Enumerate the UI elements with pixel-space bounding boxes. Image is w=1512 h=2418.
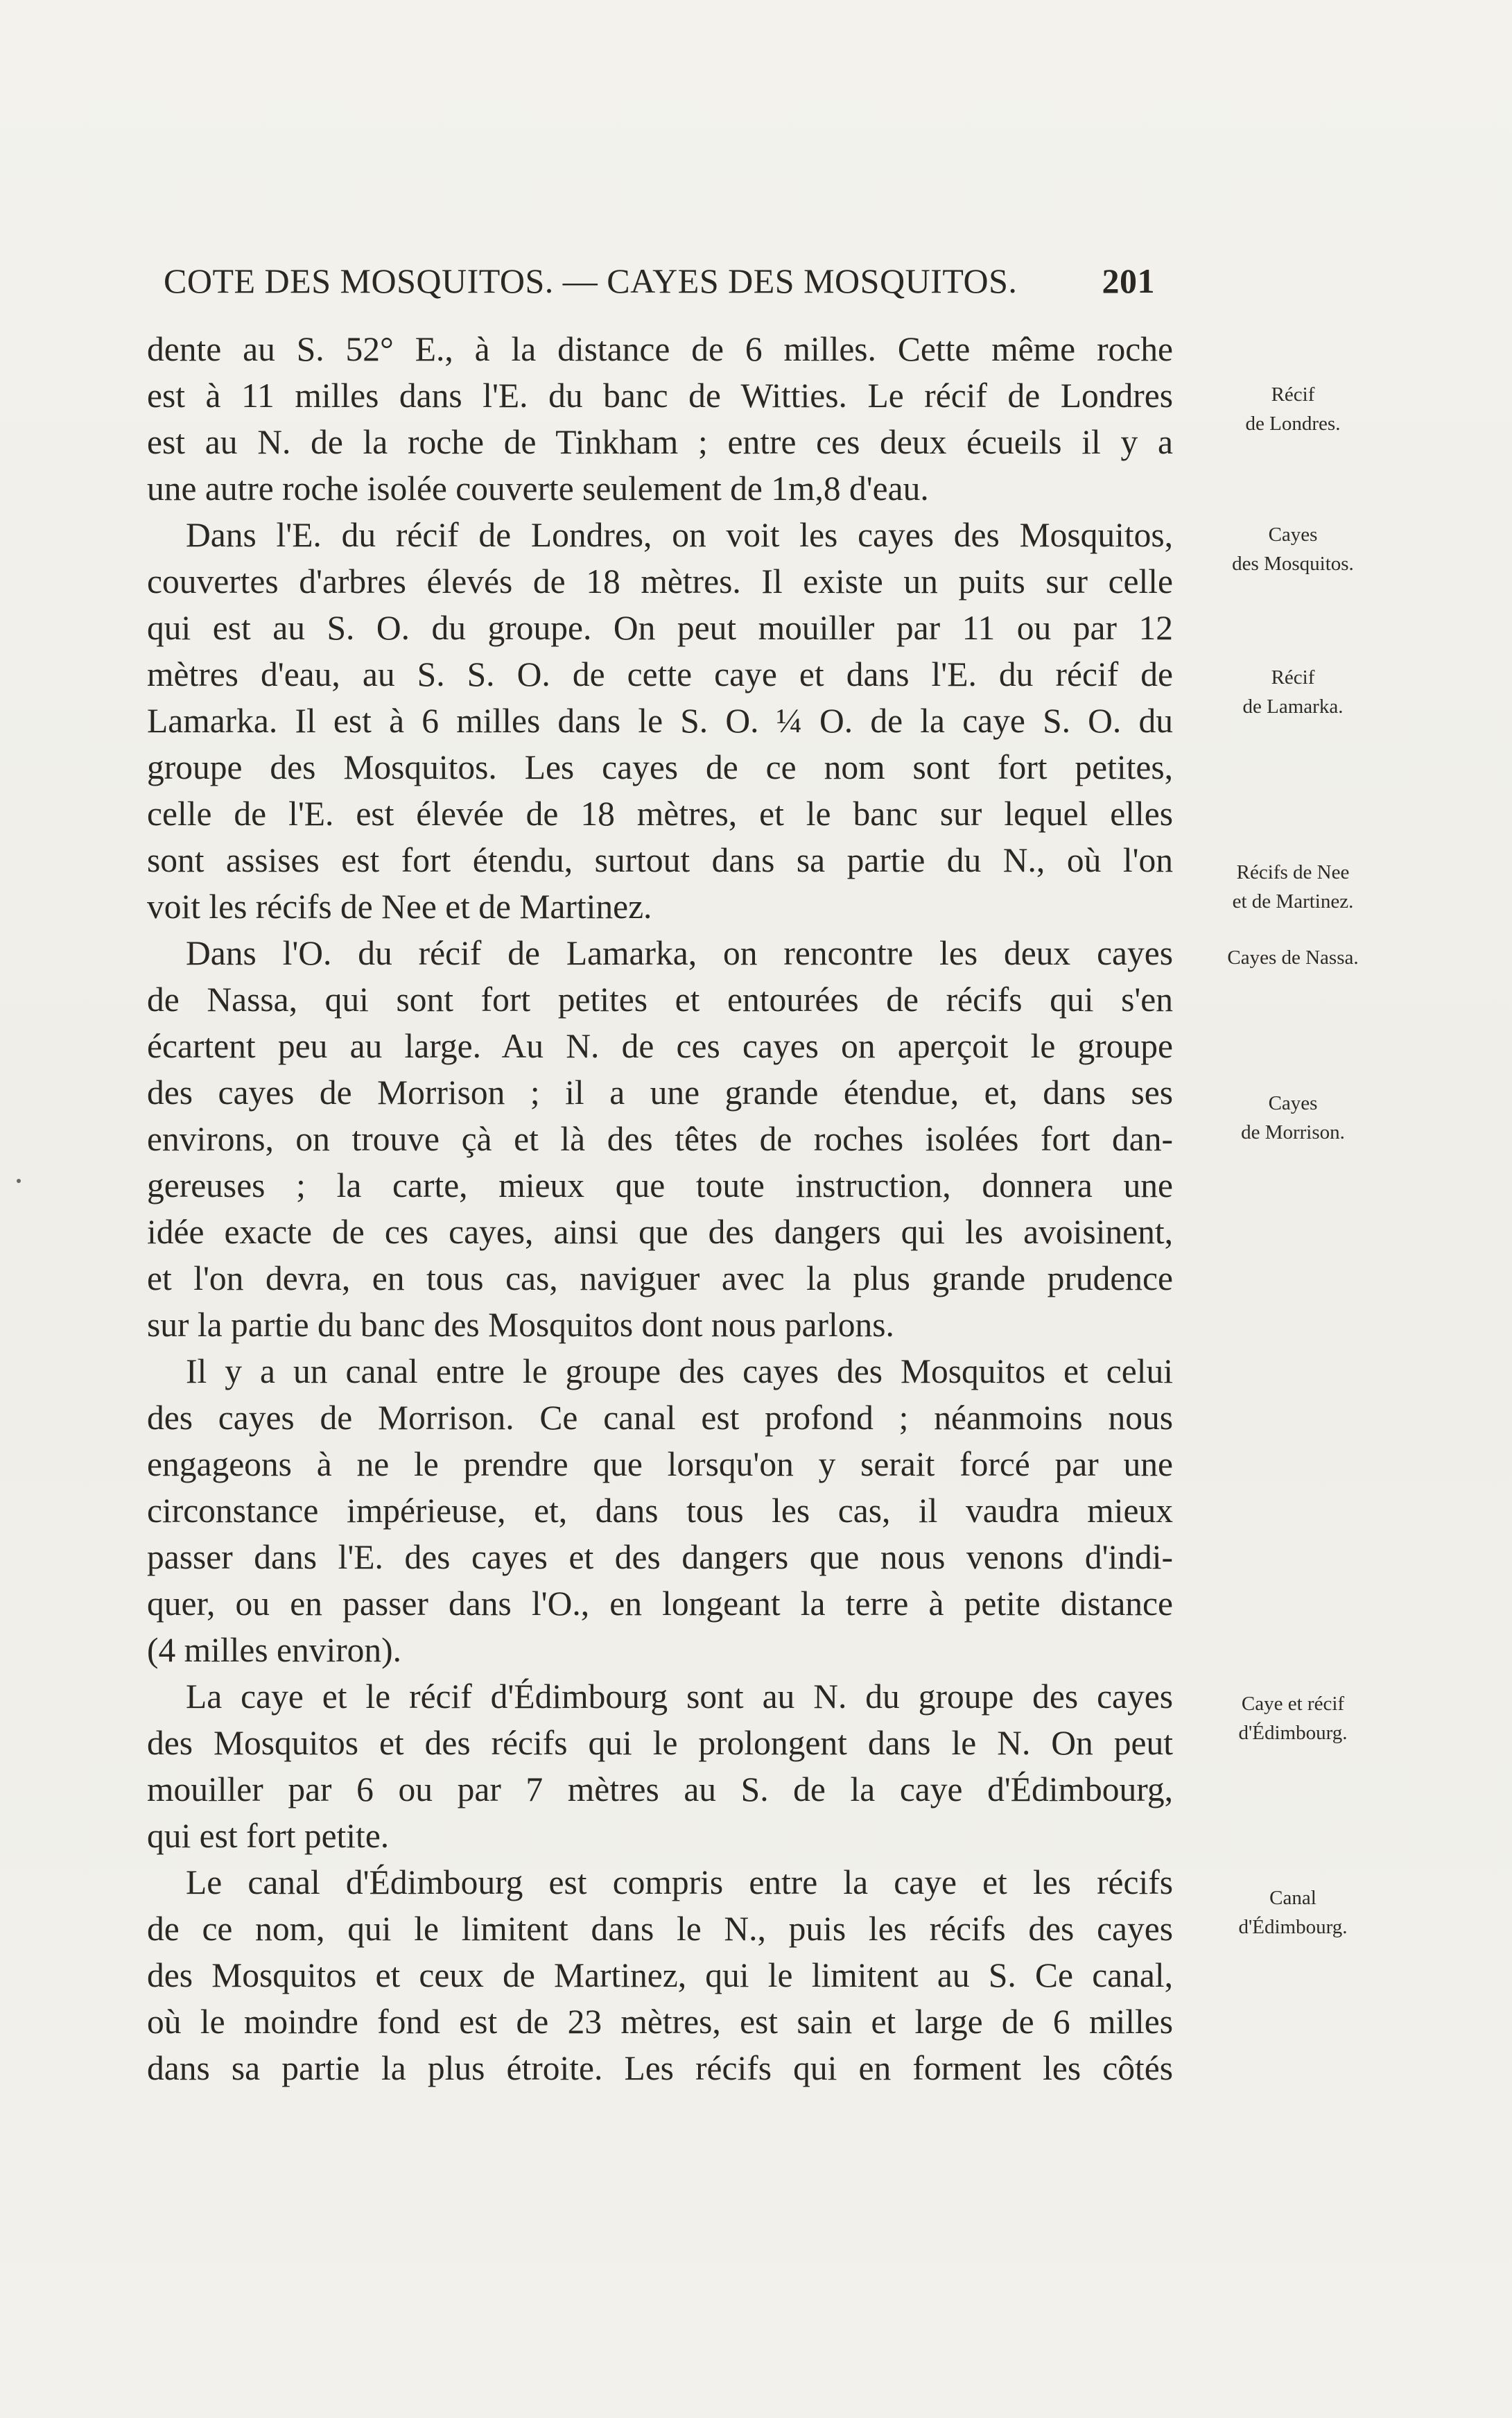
text-line: de ce nom, qui le limitent dans le N., puis les récifs des cayes bbox=[147, 1910, 1173, 1948]
text-line: sont assises est fort étendu, surtout dans sa partie du N., où l'on bbox=[147, 841, 1173, 879]
margin-note-line: Récifs de Nee bbox=[1236, 861, 1350, 883]
margin-note-line: Cayes de Nassa. bbox=[1227, 947, 1359, 969]
text-line: qui est au S. O. du groupe. On peut mouiller par 11 ou par 12 bbox=[147, 609, 1173, 647]
margin-note-line: Canal bbox=[1269, 1887, 1317, 1909]
margin-note-line: de Morrison. bbox=[1241, 1121, 1345, 1143]
text-line: environs, on trouve çà et là des têtes de roches isolées fort dan- bbox=[147, 1120, 1173, 1158]
margin-note bbox=[1192, 663, 1393, 721]
text-line: idée exacte de ces cayes, ainsi que des dangers qui les avoisinent, bbox=[147, 1213, 1173, 1251]
text-line: dente au S. 52° E., à la distance de 6 milles. Cette même roche bbox=[147, 330, 1173, 368]
margin-note-line: Cayes bbox=[1268, 524, 1318, 546]
text-line: gereuses ; la carte, mieux que toute instruction, donnera une bbox=[147, 1166, 1173, 1204]
text-line: La caye et le récif d'Édimbourg sont au N. du groupe des cayes bbox=[186, 1677, 1173, 1716]
text-line: Le canal d'Édimbourg est compris entre la caye et les récifs bbox=[186, 1863, 1173, 1901]
body-text bbox=[147, 326, 1173, 2091]
text-line: celle de l'E. est élevée de 18 mètres, et le banc sur lequel elles bbox=[147, 795, 1173, 833]
running-head-title: COTE DES MOSQUITOS. — CAYES DES MOSQUITOS. bbox=[164, 261, 1018, 300]
margin-note bbox=[1192, 1883, 1393, 1942]
running-head bbox=[164, 261, 1155, 309]
text-line: est au N. de la roche de Tinkham ; entre ces deux écueils il y a bbox=[147, 423, 1173, 461]
text-line: quer, ou en passer dans l'O., en longeant la terre à petite distance bbox=[147, 1584, 1173, 1623]
page-number: 201 bbox=[1102, 261, 1155, 300]
text-line: des cayes de Morrison. Ce canal est profond ; néanmoins nous bbox=[147, 1399, 1173, 1437]
text-line: qui est fort petite. bbox=[147, 1817, 390, 1855]
paper-speck bbox=[17, 1179, 21, 1183]
text-line: écartent peu au large. Au N. de ces cayes on aperçoit le groupe bbox=[147, 1027, 1173, 1065]
text-line: où le moindre fond est de 23 mètres, est sain et large de 6 milles bbox=[147, 2003, 1173, 2041]
text-line: circonstance impérieuse, et, dans tous les cas, il vaudra mieux bbox=[147, 1492, 1173, 1530]
margin-note-line: de Londres. bbox=[1245, 413, 1341, 435]
margin-note bbox=[1192, 380, 1393, 438]
text-line: voit les récifs de Nee et de Martinez. bbox=[147, 888, 652, 926]
text-line: mouiller par 6 ou par 7 mètres au S. de la caye d'Édimbourg, bbox=[147, 1770, 1173, 1808]
text-line: est à 11 milles dans l'E. du banc de Witties. Le récif de Londres bbox=[147, 377, 1173, 415]
text-line: groupe des Mosquitos. Les cayes de ce nom sont fort petites, bbox=[147, 748, 1173, 786]
margin-note bbox=[1192, 943, 1393, 972]
text-line: passer dans l'E. des cayes et des dangers que nous venons d'indi- bbox=[147, 1538, 1173, 1576]
text-line: des cayes de Morrison ; il a une grande étendue, et, dans ses bbox=[147, 1073, 1173, 1112]
margin-note-line: des Mosquitos. bbox=[1232, 553, 1354, 575]
text-line: des Mosquitos et des récifs qui le prolongent dans le N. On peut bbox=[147, 1724, 1173, 1762]
text-line: et l'on devra, en tous cas, naviguer avec la plus grande prudence bbox=[147, 1259, 1173, 1297]
text-line: engageons à ne le prendre que lorsqu'on y serait forcé par une bbox=[147, 1445, 1173, 1483]
margin-note-line: et de Martinez. bbox=[1232, 890, 1354, 913]
margin-note-line: de Lamarka. bbox=[1242, 696, 1344, 718]
text-line: de Nassa, qui sont fort petites et entourées de récifs qui s'en bbox=[147, 981, 1173, 1019]
margin-note bbox=[1192, 1089, 1393, 1147]
text-line: dans sa partie la plus étroite. Les récifs qui en forment les côtés bbox=[147, 2049, 1173, 2087]
margin-note bbox=[1192, 1689, 1393, 1747]
text-line: une autre roche isolée couverte seulement de 1m,8 d'eau. bbox=[147, 469, 929, 508]
text-line: Dans l'E. du récif de Londres, on voit les cayes des Mosquitos, bbox=[186, 516, 1173, 554]
margin-note-line: Récif bbox=[1271, 383, 1315, 406]
text-line: des Mosquitos et ceux de Martinez, qui le limitent au S. Ce canal, bbox=[147, 1956, 1173, 1994]
text-line: Lamarka. Il est à 6 milles dans le S. O. ¼ O. de la caye S. O. du bbox=[147, 702, 1173, 740]
text-line: mètres d'eau, au S. S. O. de cette caye et dans l'E. du récif de bbox=[147, 655, 1173, 693]
margin-note bbox=[1192, 858, 1393, 916]
text-line: couvertes d'arbres élevés de 18 mètres. Il existe un puits sur celle bbox=[147, 562, 1173, 601]
margin-note-line: Récif bbox=[1271, 666, 1315, 689]
margin-note-line: d'Édimbourg. bbox=[1238, 1722, 1348, 1744]
text-line: Dans l'O. du récif de Lamarka, on rencontre les deux cayes bbox=[186, 934, 1173, 972]
margin-note bbox=[1192, 520, 1393, 578]
text-line: sur la partie du banc des Mosquitos dont nous parlons. bbox=[147, 1306, 894, 1344]
text-line: Il y a un canal entre le groupe des cayes des Mosquitos et celui bbox=[186, 1352, 1173, 1390]
margin-note-line: Cayes bbox=[1268, 1092, 1318, 1114]
text-line: (4 milles environ). bbox=[147, 1631, 402, 1669]
margin-note-line: d'Édimbourg. bbox=[1238, 1916, 1348, 1938]
margin-note-line: Caye et récif bbox=[1241, 1693, 1345, 1715]
